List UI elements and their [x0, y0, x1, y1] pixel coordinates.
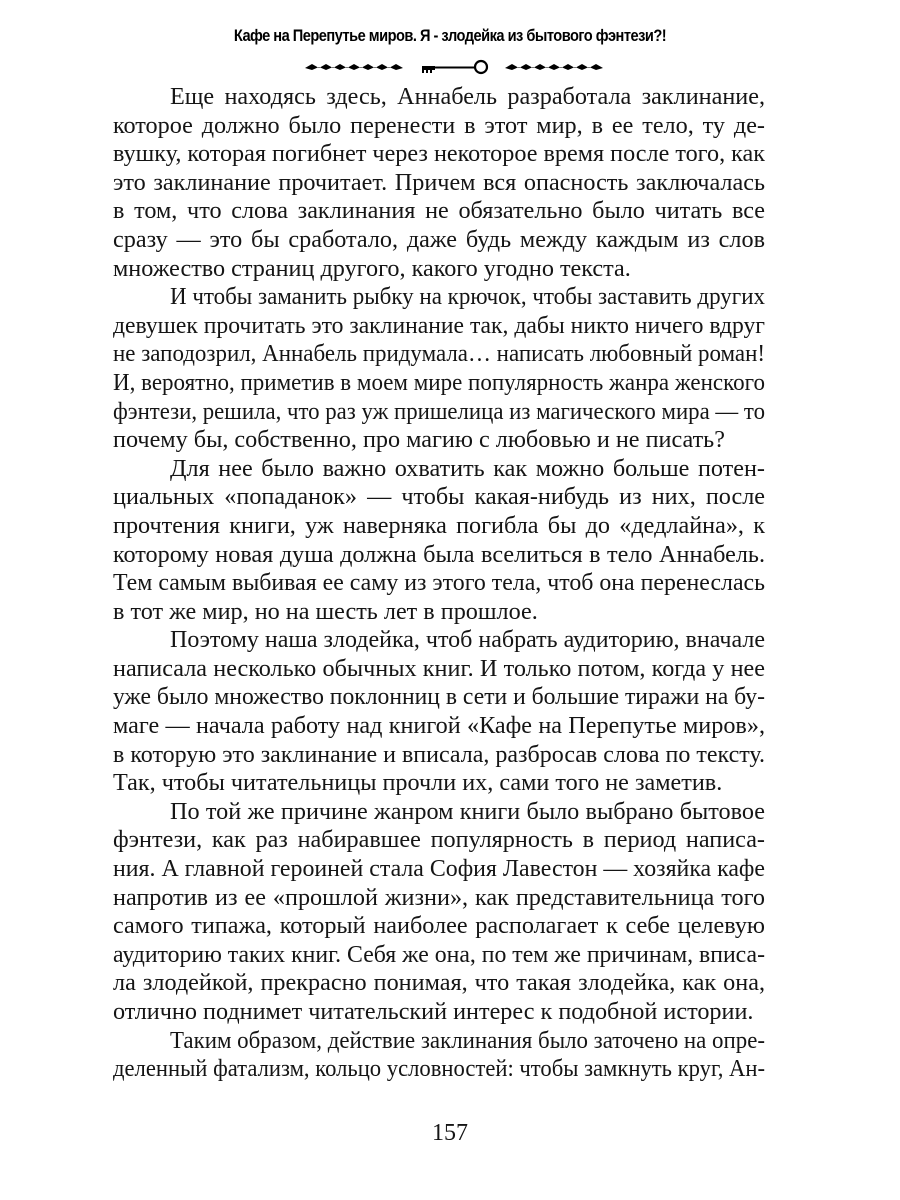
text-line: девушек прочитать это заклинание так, дабы никто ничего вдруг — [113, 311, 765, 339]
text-line: прочтения книги, уж наверняка погибла бы до «дедлайна», к — [113, 511, 765, 539]
text-line: вушку, которая погибнет через некоторое время после того, как — [113, 140, 765, 168]
key-icon — [422, 61, 487, 73]
text-line: Поэтому наша злодейка, чтоб набрать аудиторию, вначале — [169, 626, 765, 654]
text-line: циальных «попаданок» — чтобы какая-нибудь из них, после — [113, 483, 765, 511]
zigzag-left-icon — [305, 64, 403, 70]
paragraph — [113, 798, 765, 1027]
text-line: По той же причине жанром книги было выбрано бытовое — [170, 797, 765, 825]
text-line: ния. А главной героиней стала София Лавестон — хозяйка кафе — [113, 855, 765, 883]
zigzag-right-icon — [505, 64, 603, 70]
text-line: в которую это заклинание и вписала, разбросав слова по тексту. — [113, 740, 765, 768]
text-line: в тот же мир, но на шесть лет в прошлое. — [113, 597, 538, 625]
paragraph — [113, 1027, 765, 1084]
text-line: сразу — это бы сработало, даже будь между каждым из слов — [113, 225, 765, 253]
text-line: в том, что слова заклинания не обязательно было читать все — [113, 197, 765, 225]
text-line: фэнтези, решила, что раз уж пришелица из магического мира — то — [113, 397, 765, 425]
text-line: которому новая душа должна была вселиться в тело Аннабель. — [113, 540, 765, 568]
text-line: которое должно было перенести в этот мир, в ее тело, ту де- — [113, 111, 765, 139]
text-line: напротив из ее «прошлой жизни», как представительница того — [113, 883, 765, 911]
text-line: И чтобы заманить рыбку на крючок, чтобы заставить других — [169, 283, 765, 311]
text-line: уже было множество поклонниц в сети и большие тиражи на бу- — [113, 683, 765, 711]
text-line: Еще находясь здесь, Аннабель разработала заклинание, — [170, 83, 765, 110]
text-line: деленный фатализм, кольцо условностей: чтобы замкнуть круг, Ан- — [113, 1055, 765, 1083]
paragraph — [113, 455, 765, 627]
text-line: маге — начала работу над книгой «Кафе на Перепутье миров», — [113, 712, 765, 740]
text-line: множество страниц другого, какого угодно текста. — [113, 254, 631, 282]
text-line: Таким образом, действие заклинания было заточено на опре- — [169, 1026, 765, 1054]
paragraph — [113, 626, 765, 798]
running-title: Кафе на Перепутье миров. Я - злодейка из бытового фэнтези?! — [233, 26, 667, 45]
text-line: отлично поднимет читательский интерес к подобной истории. — [113, 998, 754, 1025]
text-line: написала несколько обычных книг. И только потом, когда у нее — [113, 654, 765, 682]
text-line: Так, чтобы читательницы прочли их, сами того не заметив. — [113, 769, 723, 797]
text-line: почему бы, собственно, про магию с любовью и не писать? — [113, 426, 725, 454]
page-number: 157 — [432, 1120, 468, 1146]
text-line: это заклинание прочитает. Причем вся опасность заключалась — [113, 168, 765, 196]
text-line: не заподозрил, Аннабель придумала… написать любовный роман! — [113, 340, 765, 368]
paragraph — [113, 83, 765, 283]
text-line: И, вероятно, приметив в моем мире популярность жанра женского — [113, 368, 765, 396]
paragraph — [113, 283, 765, 455]
text-line: ла злодейкой, прекрасно понимая, что такая злодейка, как она, — [113, 969, 765, 997]
text-line: фэнтези, как раз набиравшее популярность в период написа- — [113, 826, 765, 854]
page-body-text — [113, 83, 765, 1084]
key-ornament-icon — [300, 56, 610, 78]
text-line: Для нее было важно охватить как можно больше потен- — [170, 454, 765, 482]
text-line: Тем самым выбивая ее саму из этого тела, чтоб она перенеслась — [113, 569, 765, 597]
text-line: аудиторию таких книг. Себя же она, по тем же причинам, вписа- — [113, 940, 765, 968]
text-line: самого типажа, который наиболее располагает к себе целевую — [113, 912, 765, 940]
